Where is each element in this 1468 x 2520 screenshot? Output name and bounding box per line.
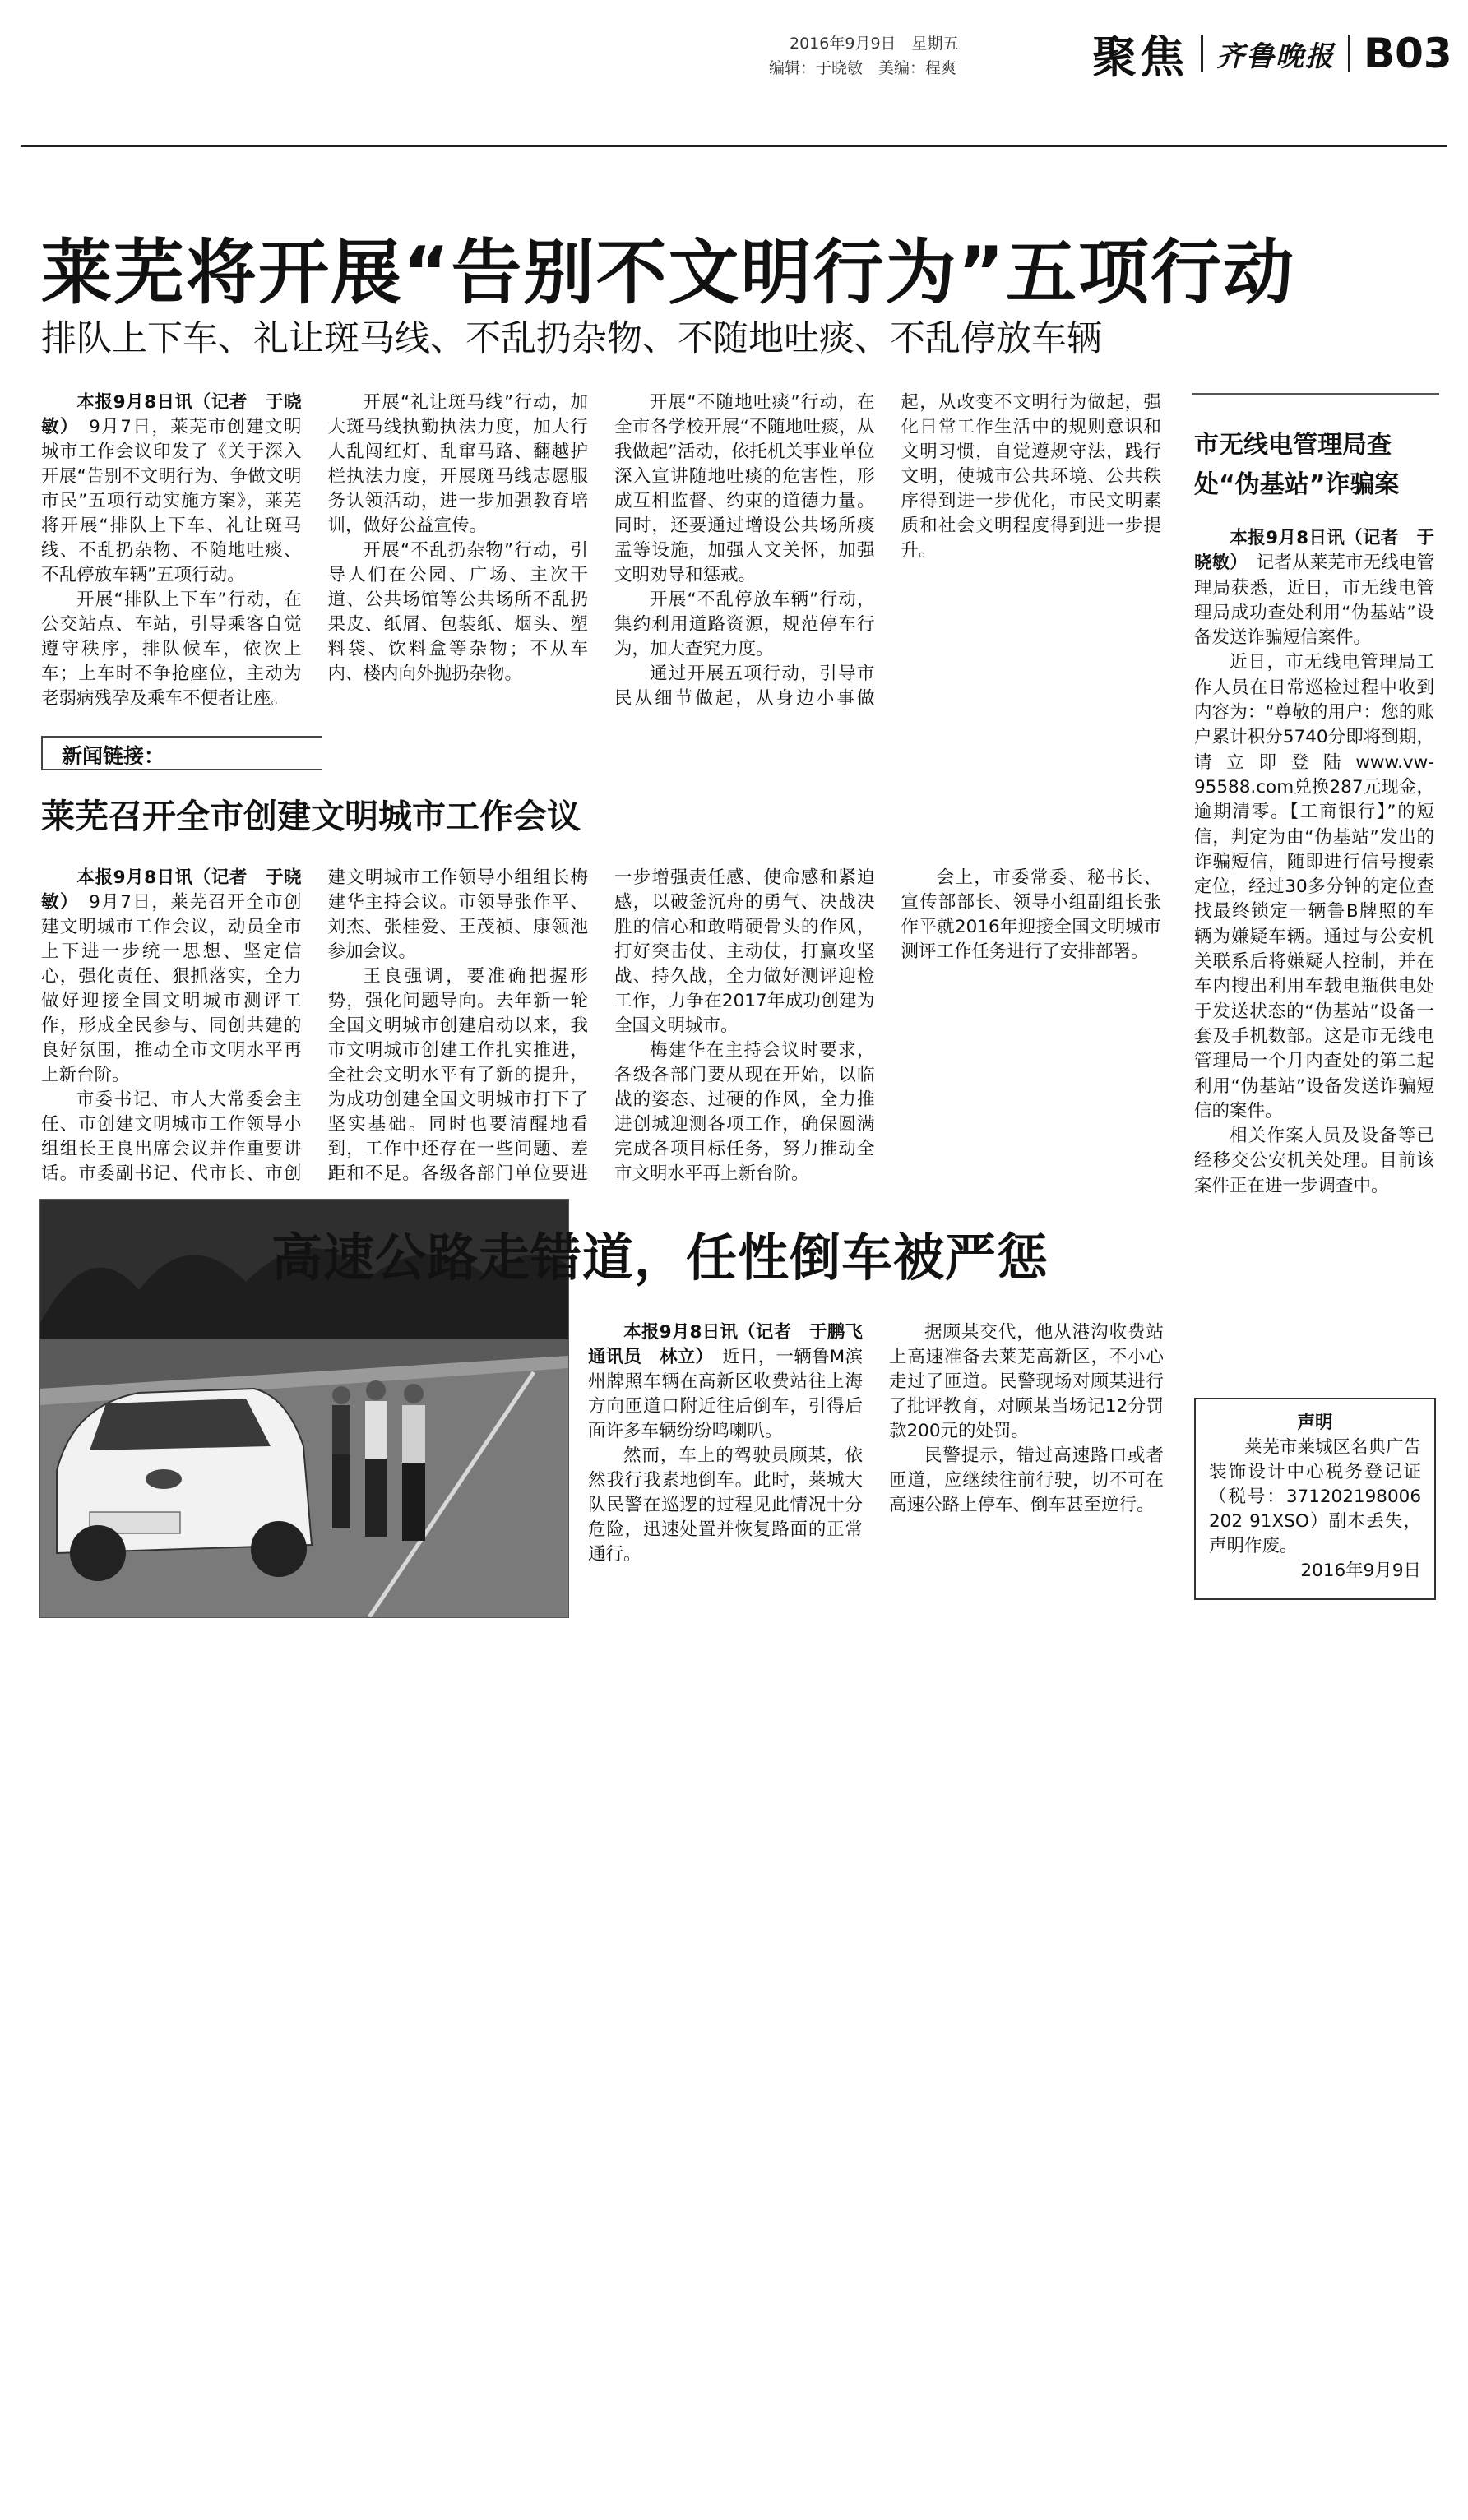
highway-headline: 高速公路走错道，任性倒车被严惩: [271, 1228, 1049, 1288]
article-paragraph: 本报9月8日讯（记者 于晓敏） 9月7日，莱芜市创建文明城市工作会议印发了《关于深入开展“告别不文明行为、争做文明市民”五项行动实施方案》，莱芜将开展“排队上下车、礼让斑马线、不乱扔杂物、不随地吐痰、不乱停放车辆”五项行动。: [41, 392, 302, 585]
dateline: 本报9月8日讯（记者 于晓敏）: [41, 867, 302, 913]
dateline: 本报9月8日讯（记者 于晓敏）: [1194, 528, 1434, 574]
sidebar-story-body: [1194, 526, 1434, 1199]
notice-box: [1194, 1398, 1436, 1600]
news-link-label: 新闻链接：: [62, 744, 165, 768]
notice-date: 2016年9月9日: [1300, 1561, 1421, 1581]
article-paragraph: 近日，市无线电管理局工作人员在日常巡检过程中收到内容为：“尊敬的用户：您的账户累计积分5740分即将到期，请立即登陆www.vw-95588.com兑换287元现金，逾期清零。【工商银行】”的短信，判定为由“伪基站”发出的诈骗短信，随即进行信号搜索定位，经过30多分钟的定位查找最终锁定一辆鲁B牌照的车辆为嫌疑车辆。通过与公安机关联系后将嫌疑人控制，并在车内搜出利用车载电瓶供电处于发送状态的“伪基站”设备一套及手机数部。这是市无线电管理局一个月内查处的第二起利用“伪基站”设备发送诈骗短信的案件。: [1194, 652, 1434, 1121]
notice-title: 声明: [1297, 1413, 1333, 1433]
article-paragraph: 王良强调，要准确把握形势，强化问题导向。去年新一轮全国文明城市创建启动以来，我市文明城市创建工作扎实推进，全社会文明水平有了新的提升，为成功创建全国文明城市打下了坚实基础。同时也要清醒地看到，工作中还存在一些问题、差距和不足。各级各部门单位要进一步增强责任感、使命感和紧迫感，以破釜沉舟的勇气、决战决胜的信心和敢啃硬骨头的作风，打好突击仗、主动仗，打赢攻坚战、持久战，全力做好测评迎检工作，力争在2017年成功创建为全国文明城市。: [327, 867, 875, 1184]
article-paragraph: 本报9月8日讯（记者 于鹏飞 通讯员 林立） 近日，一辆鲁M滨州牌照车辆在高新区收费站往上海方向匝道口附近往后倒车，引得后面许多车辆纷纷鸣喇叭。: [588, 1322, 881, 1441]
masthead-divider: [1348, 35, 1350, 72]
sidebar-headline: 市无线电管理局查处“伪基站”诈骗案: [1194, 431, 1400, 499]
article-paragraph: 开展“不随地吐痰”行动，在全市各学校开展“不随地吐痰，从我做起”活动，依托机关事业单位深入宣讲随地吐痰的危害性，形成互相监督、约束的道德力量。同时，还要通过增设公共场所痰盂等设施，加强人文关怀，加强文明劝导和惩戒。: [614, 392, 875, 585]
dateline: 本报9月8日讯（记者 于晓敏）: [41, 392, 302, 437]
article-paragraph: 开展“礼让斑马线”行动，加大斑马线执勤执法力度，加大行人乱闯红灯、乱窜马路、翻越护栏执法力度，开展斑马线志愿服务认领活动，进一步加强教育培训，做好公益宣传。: [327, 392, 588, 536]
dateline: 本报9月8日讯（记者 于鹏飞 通讯员 林立）: [588, 1322, 881, 1367]
page-masthead: [1092, 25, 1452, 82]
main-subheadline: 排队上下车、礼让斑马线、不乱扔杂物、不随地吐痰、不乱停放车辆: [41, 318, 1102, 359]
article-paragraph: 会上，市委常委、秘书长、宣传部部长、领导小组副组长张作平就2016年迎接全国文明城市测评工作任务进行了安排部署。: [901, 867, 1161, 962]
article-paragraph: 相关作案人员及设备等已经移交公安机关处理。目前该案件正在进一步调查中。: [1194, 1126, 1434, 1196]
highway-story-body: [588, 1320, 1164, 1612]
issue-date: 2016年9月9日 星期五: [790, 35, 959, 53]
article-paragraph: 据顾某交代，他从港沟收费站上高速准备去莱芜高新区，不小心走过了匝道。民警现场对顾某进行了批评教育，对顾某当场记12分罚款200元的处罚。: [889, 1322, 1164, 1441]
newspaper-logo: 齐鲁晚报: [1216, 39, 1335, 73]
article-paragraph: 然而，车上的驾驶员顾某，依然我行我素地倒车。此时，莱城大队民警在巡逻的过程见此情况十分危险，迅速处置并恢复路面的正常通行。: [588, 1445, 863, 1565]
article-paragraph: 本报9月8日讯（记者 于晓敏） 记者从莱芜市无线电管理局获悉，近日，市无线电管理局成功查处利用“伪基站”设备发送诈骗短信案件。: [1194, 528, 1434, 649]
notice-body: 莱芜市莱城区名典广告装饰设计中心税务登记证（税号：371202198006202 91XSO）副本丢失，声明作废。: [1209, 1437, 1422, 1556]
article-paragraph: 开展“排队上下车”行动，在公交站点、车站，引导乘客自觉遵守秩序，排队候车，依次上车；上车时不争抢座位，主动为老弱病残孕及乘车不便者让座。: [41, 590, 302, 709]
article-paragraph: 民警提示，错过高速路口或者匝道，应继续往前行驶，切不可在高速公路上停车、倒车甚至逆行。: [889, 1445, 1164, 1515]
main-headline: 莱芜将开展“告别不文明行为”五项行动: [41, 232, 1296, 314]
article-paragraph: 市委书记、市人大常委会主任、市创建文明城市工作领导小组组长王良出席会议并作重要讲话。市委副书记、代市长、市创建文明城市工作领导小组组长梅建华主持会议。市领导张作平、刘杰、张桂爱、王茂祯、康领池参加会议。: [41, 867, 588, 1184]
editor-credits: 编辑：于晓敏 美编：程爽: [769, 59, 957, 77]
article-paragraph: 梅建华在主持会议时要求，各级各部门要从现在开始，以临战的姿态、过硬的作风，全力推进创城迎测各项工作，确保圆满完成各项目标任务，努力推动全市文明水平再上新台阶。: [614, 1040, 875, 1184]
article-paragraph: 本报9月8日讯（记者 于晓敏） 9月7日，莱芜召开全市创建文明城市工作会议，动员全市上下进一步统一思想、坚定信心，强化责任、狠抓落实，全力做好迎接全国文明城市测评工作，形成全民参与、同创共建的良好氛围，推动全市文明水平再上新台阶。: [41, 867, 302, 1085]
masthead-divider: [1201, 35, 1203, 72]
article-paragraph: 开展“不乱扔杂物”行动，引导人们在公园、广场、主次干道、公共场馆等公共场所不乱扔果皮、纸屑、包装纸、烟头、塑料袋、饮料盒等杂物；不从车内、楼内向外抛扔杂物。: [327, 540, 588, 684]
main-story-body: [41, 391, 1161, 719]
page-number: B03: [1364, 30, 1452, 77]
news-link-body: [41, 866, 1161, 1186]
news-link-headline: 莱芜召开全市创建文明城市工作会议: [41, 797, 581, 836]
section-name: 聚焦: [1092, 30, 1188, 83]
article-paragraph: 通过开展五项行动，引导市民从细节做起，从身边小事做起，从改变不文明行为做起，强化日常工作生活中的规则意识和文明习惯，自觉遵规守法，践行文明，使城市公共环境、公共秩序得到进一步优化，市民文明素质和社会文明程度得到进一步提升。: [614, 392, 1161, 709]
article-paragraph: 开展“不乱停放车辆”行动，集约利用道路资源，规范停车行为，加大查究力度。: [614, 590, 875, 659]
sidebar-rule: [1192, 393, 1439, 395]
header-rule: [21, 145, 1447, 147]
